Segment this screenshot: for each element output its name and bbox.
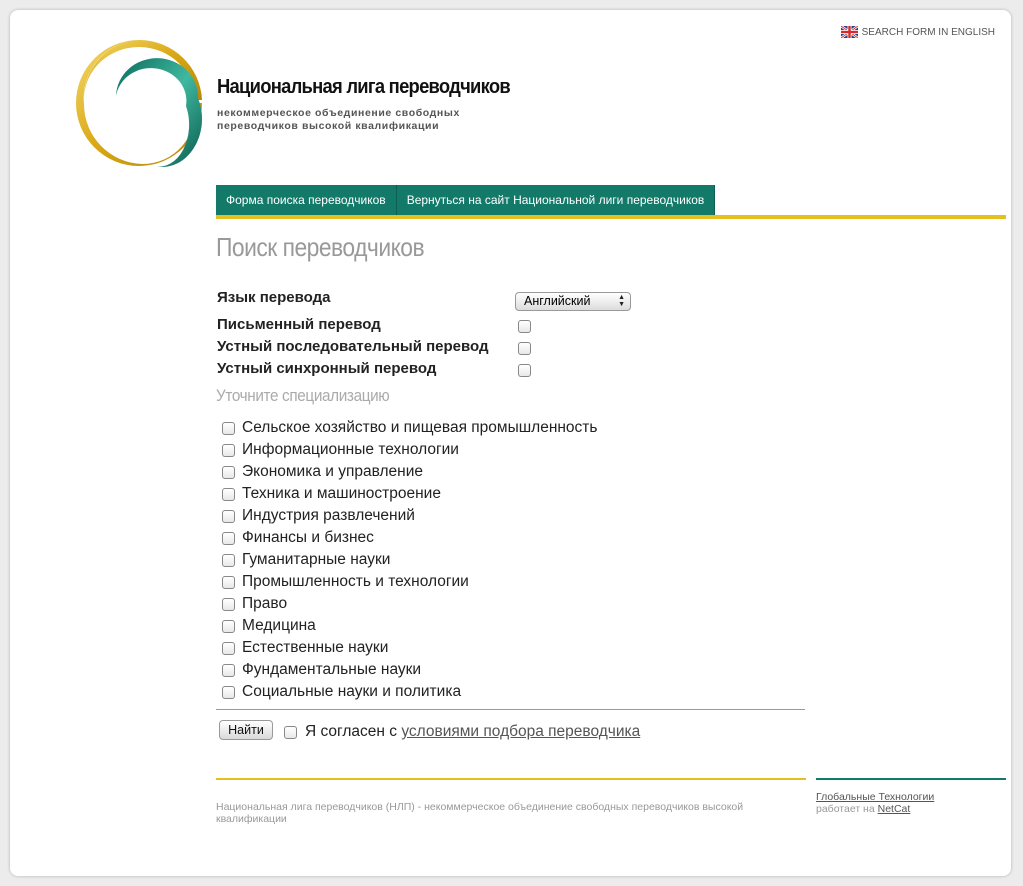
english-version-link[interactable]	[841, 26, 995, 38]
specialization-label: Естественные науки	[242, 639, 389, 656]
page-title: Поиск переводчиков	[216, 232, 425, 262]
footer-credits	[816, 791, 934, 815]
site-title: Национальная лига переводчиков	[217, 76, 510, 98]
specialization-label: Информационные технологии	[242, 441, 459, 458]
specialization-label: Гуманитарные науки	[242, 551, 391, 568]
specialization-label: Право	[242, 595, 288, 612]
footer-divider-green	[816, 778, 1006, 780]
terms-link[interactable]: условиями подбора переводчика	[401, 723, 641, 740]
specialization-checkbox[interactable]	[222, 642, 235, 655]
simultaneous-interpreting-label: Устный синхронный перевод	[217, 360, 437, 377]
nav-search-form[interactable]: Форма поиска переводчиков	[216, 185, 397, 215]
list-item[interactable]	[222, 571, 597, 593]
list-item[interactable]	[222, 527, 597, 549]
specialization-label: Социальные науки и политика	[242, 683, 462, 700]
specialization-checkbox[interactable]	[222, 620, 235, 633]
consecutive-interpreting-label: Устный последовательный перевод	[217, 338, 489, 355]
nav-back-to-site[interactable]: Вернуться на сайт Национальной лиги переводчиков	[397, 185, 716, 215]
specialization-label: Промышленность и технологии	[242, 573, 469, 590]
specialization-heading: Уточните специализацию	[216, 386, 390, 405]
specialization-label: Фундаментальные науки	[242, 661, 422, 678]
simultaneous-interpreting-checkbox[interactable]	[518, 364, 531, 377]
written-translation-checkbox[interactable]	[518, 320, 531, 333]
list-item[interactable]	[222, 637, 597, 659]
specialization-checkbox[interactable]	[222, 664, 235, 677]
list-item[interactable]	[222, 549, 597, 571]
specialization-checkbox[interactable]	[222, 422, 235, 435]
list-item[interactable]	[222, 483, 597, 505]
specialization-checkbox[interactable]	[222, 466, 235, 479]
uk-flag-icon	[841, 26, 858, 38]
specialization-checkbox[interactable]	[222, 554, 235, 567]
list-item[interactable]	[222, 681, 597, 703]
developer-link[interactable]: Глобальные Технологии	[816, 791, 935, 803]
consecutive-interpreting-checkbox[interactable]	[518, 342, 531, 355]
specialization-label: Экономика и управление	[242, 463, 423, 480]
language-label: Язык перевода	[217, 289, 331, 306]
specialization-checkbox[interactable]	[222, 598, 235, 611]
specialization-label: Финансы и бизнес	[242, 529, 374, 546]
logo	[74, 38, 204, 168]
site-subtitle: некоммерческое объединение свободных переводчиков высокой квалификации	[217, 107, 460, 132]
specialization-list	[222, 417, 597, 703]
agree-text	[305, 723, 640, 741]
agree-checkbox[interactable]	[284, 726, 297, 739]
specialization-checkbox[interactable]	[222, 444, 235, 457]
specialization-label: Техника и машиностроение	[242, 485, 441, 502]
specialization-checkbox[interactable]	[222, 532, 235, 545]
list-item[interactable]	[222, 593, 597, 615]
netcat-link[interactable]: NetCat	[877, 803, 911, 815]
page	[10, 10, 1011, 876]
main-nav	[216, 185, 715, 215]
nav-underline	[216, 215, 1006, 219]
specialization-checkbox[interactable]	[222, 510, 235, 523]
select-arrows-icon: ▲ ▼	[618, 294, 625, 308]
list-item[interactable]	[222, 615, 597, 637]
written-translation-label: Письменный перевод	[217, 316, 381, 333]
powered-by-prefix: работает на	[816, 803, 875, 815]
specialization-label: Сельское хозяйство и пищевая промышленность	[242, 419, 598, 436]
language-select-value: Английский	[524, 294, 591, 308]
specialization-label: Медицина	[242, 617, 316, 634]
footer-divider-yellow	[216, 778, 806, 780]
list-item[interactable]	[222, 505, 597, 527]
list-item[interactable]	[222, 659, 597, 681]
list-item[interactable]	[222, 417, 597, 439]
specialization-label: Индустрия развлечений	[242, 507, 415, 524]
find-button[interactable]: Найти	[219, 720, 273, 740]
specialization-checkbox[interactable]	[222, 488, 235, 501]
specialization-checkbox[interactable]	[222, 686, 235, 699]
footer-description: Национальная лига переводчиков (НЛП) - некоммерческое объединение свободных переводчиков высокой квалификации	[216, 801, 744, 825]
list-item[interactable]	[222, 439, 597, 461]
list-item[interactable]	[222, 461, 597, 483]
agree-prefix: Я согласен с	[305, 723, 398, 740]
language-select[interactable]	[515, 292, 631, 311]
form-divider	[216, 709, 805, 710]
specialization-checkbox[interactable]	[222, 576, 235, 589]
english-version-label[interactable]: SEARCH FORM IN ENGLISH	[861, 26, 995, 38]
